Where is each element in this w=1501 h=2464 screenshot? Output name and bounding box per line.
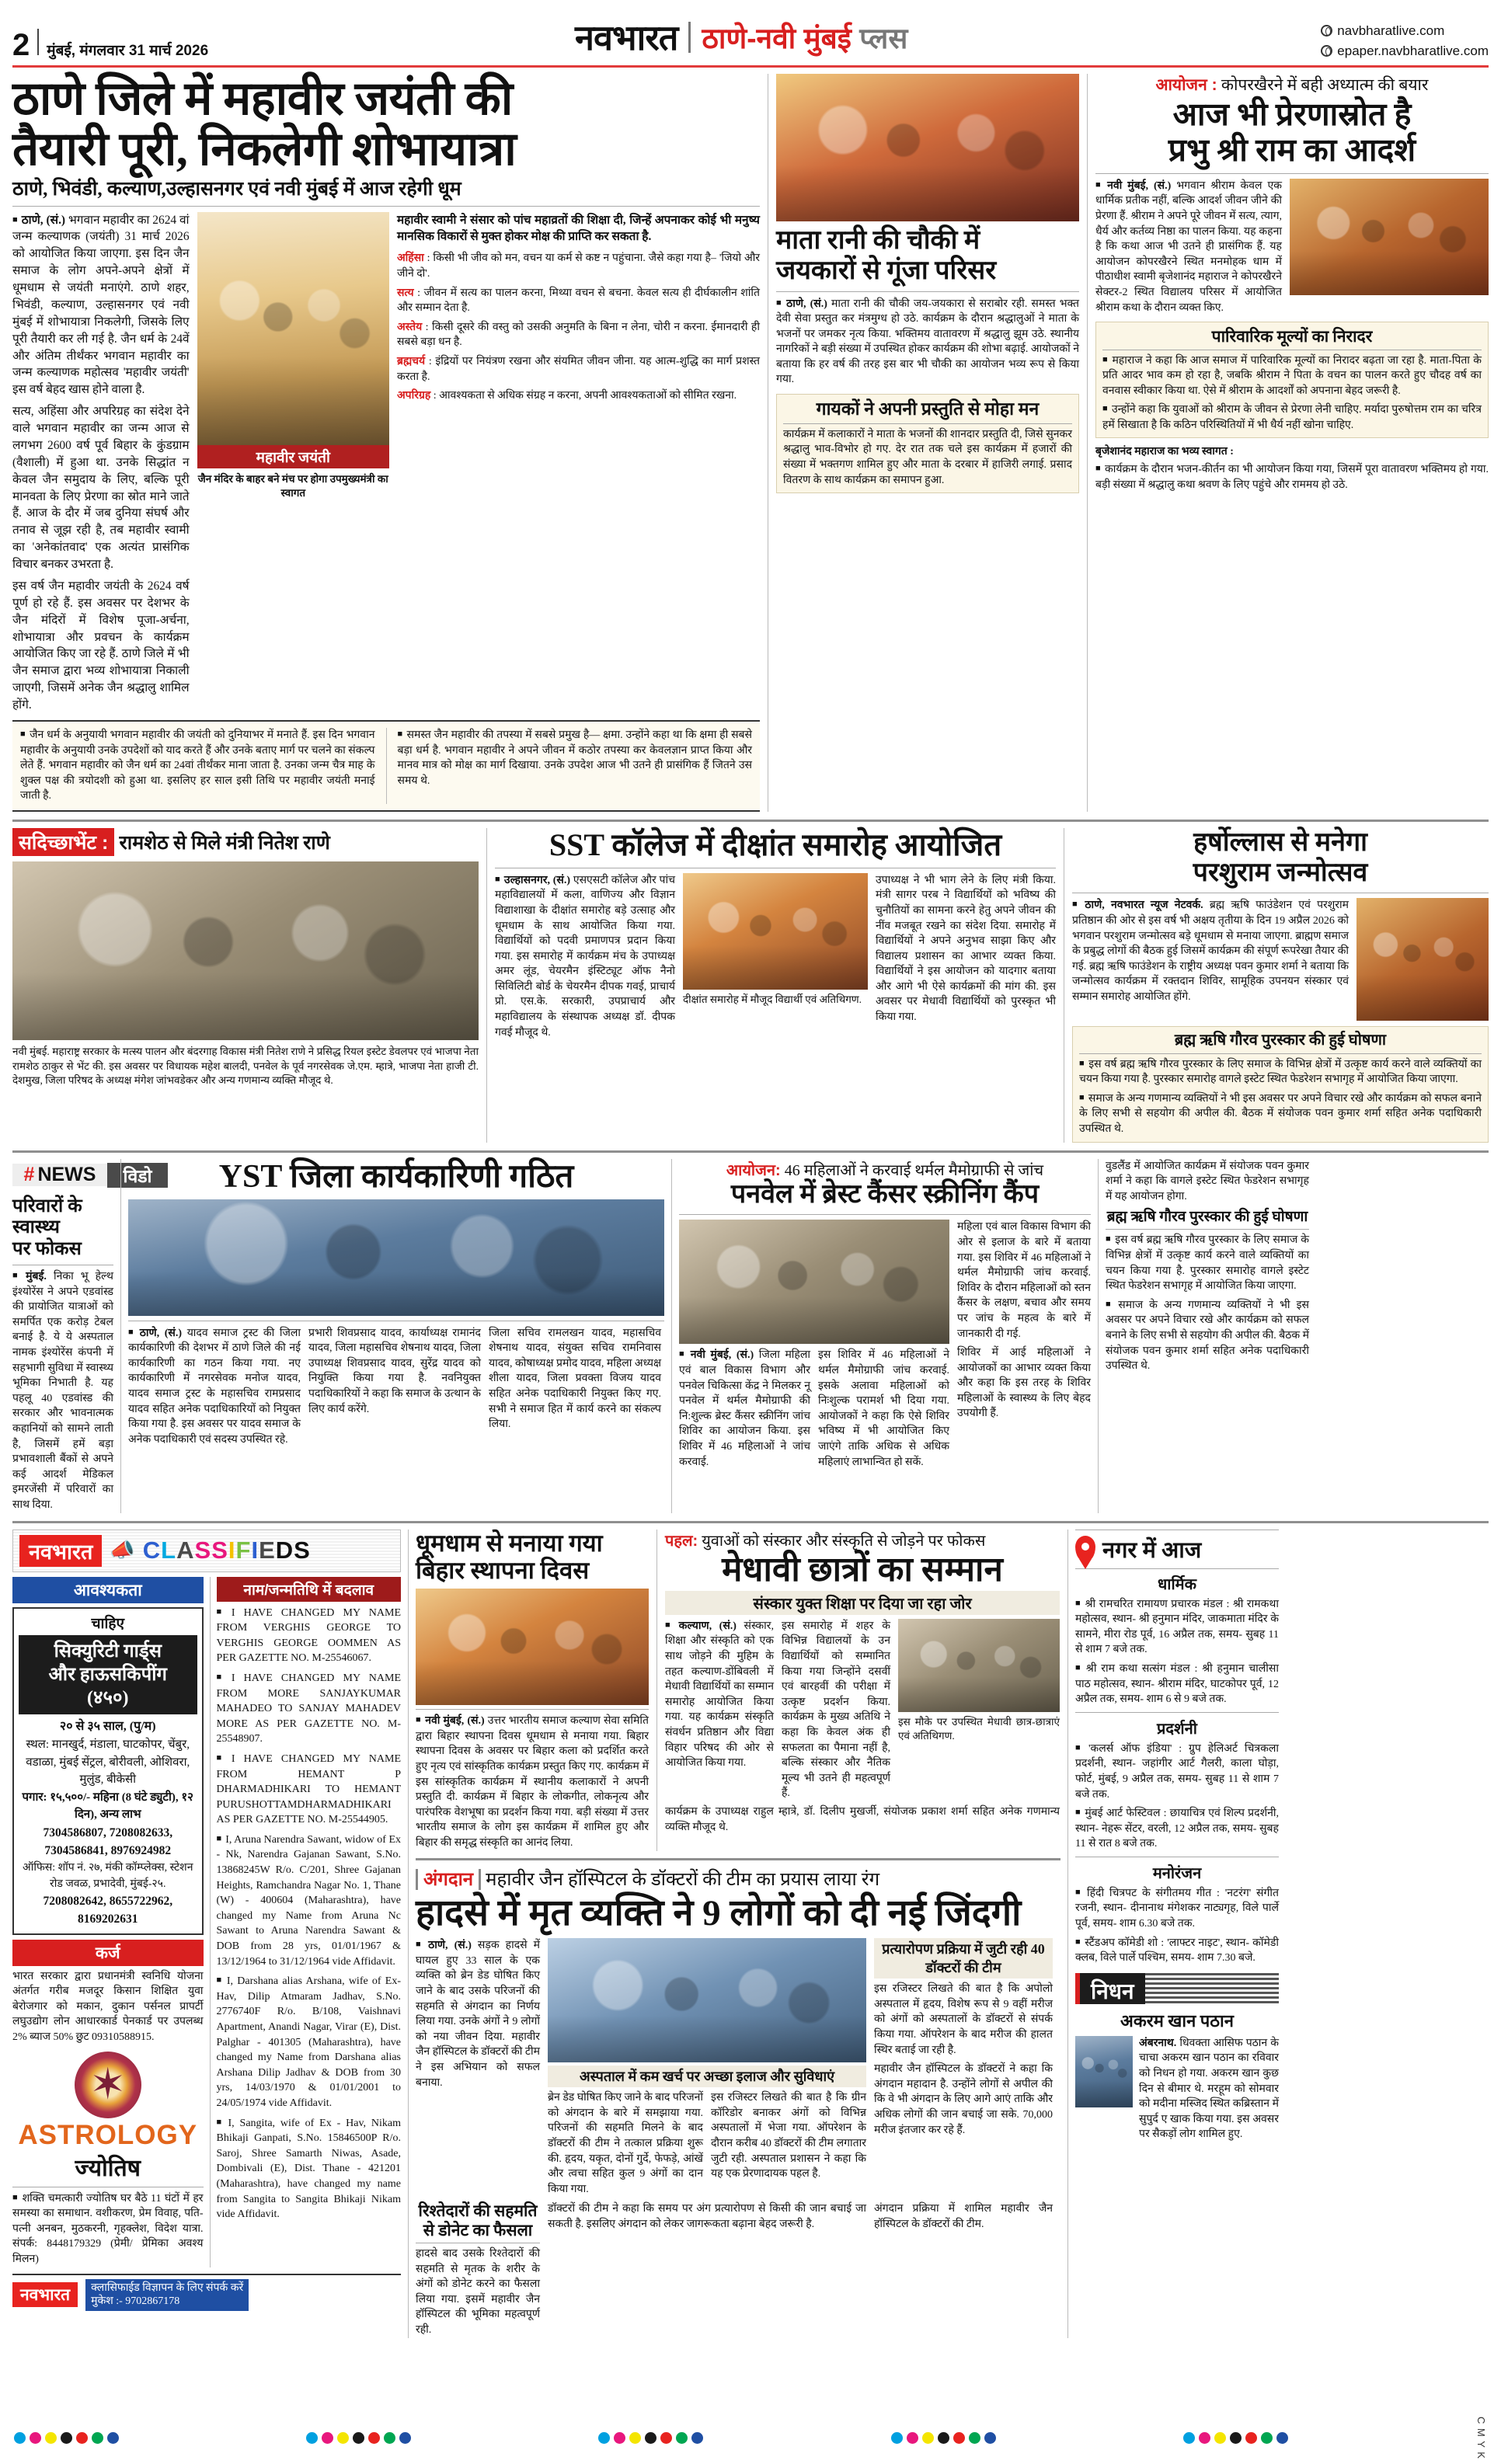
angdan-body-2: ब्रेन डेड घोषित किए जाने के बाद परिजनों को अंगदान के बारे में समझाया गया. परिजनों की सहमति मिलने के बाद डॉक्टरों की टीम ने तत्काल प्रक्रिया शुरू की. हृदय, यकृत, दोनों गुर्दे, फेफड़े, आंखें और त्वचा सहित कुल 9 अंगों का दान किया गया. xyxy=(548,2092,703,2195)
bihar-photo xyxy=(416,1589,649,1705)
bihar-story xyxy=(416,1530,649,1851)
lead-subhead: ठाणे, भिवंडी, कल्याण,उल्हासनगर एवं नवी मुंबई में आज रहेगी धूम xyxy=(12,178,461,200)
sst-col-3: उपाध्यक्ष ने भी भाग लेने के लिए मंत्री किया. मंत्री सागर परब ने विद्यार्थियों को भविष्य की चुनौतियों का सामना करने हेतु अपने जीवन की नींव मजबूत रखने का संदेश दिया. समारोह में विद्यार्थियों ने अपने अनुभव साझा किए और विद्यालय प्रशासन का आभार व्यक्त किया. विद्यार्थियों ने इस आयोजन को यादगार बताया और आगे भी ऐसे कार्यक्रमों की मांग की. इस अवसर पर मेधावी विद्यार्थियों को पुरस्कृत भी किया गया. xyxy=(876,874,1056,1024)
obituary-strip xyxy=(1145,1973,1279,2004)
health-dateline: मुंबई. xyxy=(26,1271,47,1283)
note-text-1: जीवन में सत्य का पालन करना, मिथ्या वचन से बचना. केवल सत्य ही दीर्घकालीन शांति और सम्मान देता है. xyxy=(396,287,760,315)
breast-kicker-tag: आयोजन: xyxy=(726,1161,781,1179)
angdan-headline: हादसे में मृत व्यक्ति ने 9 लोगों को दी नई जिंदगी xyxy=(416,1892,1022,1933)
astrology-star-icon xyxy=(75,2052,141,2118)
loan-text: भारत सरकार द्वारा प्रधानमंत्री स्वनिधि योजना अंतर्गत गरीब मजदूर किसान शिक्षित युवा बेरोजगार को मकान, दुकान पर्सनल प्रापर्टी लघुउद्योग लोन आधारकार्ड पेनकार्ड पर उपलब्ध 2% ब्याज 50% छुट 09310588915. xyxy=(12,1970,204,2043)
job-want-label: चाहिए xyxy=(91,1615,124,1632)
angdan-sub-headline: प्रत्यारोपण प्रक्रिया में जुटी रही 40 डॉक्टरों की टीम xyxy=(874,1938,1053,1979)
medhavi-body-row xyxy=(665,1619,1060,1801)
lead-divider xyxy=(12,206,760,207)
nagar-item-2-1: मुंबई आर्ट फेस्टिवल : छायाचित्र एवं शिल्प प्रदर्शनी, स्थान- नेहरू सेंटर, वरली, 12 अप्रैल तक, समय- सुबह 11 से रात 8 बजे तक. xyxy=(1075,1808,1279,1850)
lead-subnotes-box xyxy=(12,720,760,812)
angdan-col-1: ■ ठाणे, (सं.) सड़क हादसे में घायल हुए 33 साल के एक व्यक्ति को ब्रेन डेड घोषित किए जाने के बाद उसके परिजनों की सहमति से अंगदान का निर्णय लिया गया. उनके अंगों ने 9 लोगों को नया जीवन दिया. महावीर जैन हॉस्पिटल के डॉक्टरों की टीम ने इस अभियान को सफल बनाया. xyxy=(416,1938,540,2197)
ram-body: भगवान श्रीराम केवल एक धार्मिक प्रतीक नहीं, बल्कि आदर्श जीवन जीने की प्रेरणा हैं. श्रीराम ने अपने पूरे जीवन में सत्य, त्याग, धैर्य और कर्तव्य निष्ठा का पालन किया. यह कहना है कि कथा आज भी उतने ही प्रासंगिक हैं. यह आयोजन कोपरखैरने स्थित मनमोहक धाम में पीठाधीश स्वामी बृजेशानंद महाराज ने कोपरखैरने सेक्टर-2 स्थित विद्यालय परिसर में आयोजित श्रीराम कथा के दौरान व्यक्त किए. xyxy=(1095,179,1282,314)
lead-photo-col xyxy=(197,212,389,714)
lead-body-1: भगवान महावीर का 2624 वां जन्म कल्याणक (जयंती) 31 मार्च 2026 को आयोजित किया जाएगा. इस दिन जैन समाज के लोग अपने-अपने क्षेत्रों में धूमधाम से जयंती मनाएंगे. ठाणे शहर, भिवंडी, कल्याण, उल्हासनगर एवं नवी मुंबई में शोभायात्रा निकलेगी, जिसके लिए पूरी तैयारी कर ली गई है. जैन धर्म के 24वें और अंतिम तीर्थंकर भगवान महावीर का जन्म कल्याणक महोत्सव 'महावीर जयंती' इस वर्ष बेहद खास होने वाला है. xyxy=(12,213,190,397)
angdan-body-5: इस रजिस्टर लिखते की बात है कि अपोलो अस्पताल में हृदय, विशेष रूप से 9 वहीं मरीज को अंगों को अस्पतालों के डॉक्टरों से संपर्क किया गया. ऑपरेशन के बाद मरीज की हालत स्थिर बताई जा रही है. xyxy=(874,1983,1053,2056)
bihar-dateline: नवी मुंबई, (सं.) xyxy=(425,1715,485,1728)
sst-caption: दीक्षांत समारोह में मौजूद विद्यार्थी एवं अतिथिगण. xyxy=(683,993,862,1005)
job-address: ऑफिस: शॉप नं. २७, मंकी कॉम्प्लेक्स, स्टेशन रोड जवळ, प्रभादेवी, मुंबई-२५. xyxy=(23,1862,193,1891)
ram-body-row xyxy=(1095,179,1489,315)
nagar-section-3: मनोरंजन xyxy=(1152,1864,1202,1882)
cmyk-label: C M Y K xyxy=(1475,2417,1487,2459)
bihar-medhavi-row xyxy=(416,1530,1060,1851)
lead-headline-line2: तैयारी पूरी, निकलेगी शोभायात्रा xyxy=(12,123,517,175)
classifieds-footer xyxy=(12,2274,401,2311)
brand-divider xyxy=(688,22,691,53)
nagar-item-2-0: 'कलर्स ऑफ इंडिया' : ग्रुप हेलिअर्ट चित्रकला प्रदर्शनी, स्थान- जहांगीर आर्ट गैलरी, काला घोड़ा, फोर्ट, मुंबई, 9 अप्रैल तक, समय- सुबह 11 से शाम 7 बजे तक. xyxy=(1075,1742,1279,1801)
angdan-sub3-col xyxy=(416,2201,540,2337)
medhavi-photo xyxy=(898,1619,1060,1712)
nagar-item-3-0: हिंदी चित्रपट के संगीतमय गीत : 'नटरंग' संगीत रजनी, स्थान- दीनानाथ मंगेशकर नाट्यगृह, विले पार्ले पूर्व, समय- शाम 6.30 बजे तक. xyxy=(1075,1887,1279,1930)
mahavir-idol-photo xyxy=(197,212,389,445)
parshuram-body-row xyxy=(1072,898,1489,1021)
reg-dots-right xyxy=(1183,2432,1288,2444)
obituary-name: अकरम खान पठान xyxy=(1120,2010,1234,2031)
ram-kicker-text: कोपरखैरने में बही अध्यात्म की बयार xyxy=(1221,75,1429,94)
fourth-divider-2 xyxy=(1067,1530,1068,2338)
classifieds-columns xyxy=(12,1577,401,2267)
lead-notes-list: अहिंसा : किसी भी जीव को मन, वचन या कर्म से कष्ट न पहुंचाना. जैसे कहा गया है– 'जियो और जीने दो'. सत्य : जीवन में सत्य का पालन करना, मिथ्या वचन से बचना. केवल सत्य ही दीर्घकालीन शांति और सम्मान देता है. अस्तेय : किसी दूसरे की वस्तु को उसकी अनुमति के बिना न लेना, चोरी न करना. ईमानदारी ही सबसे बड़ा धन है. ब्रह्मचर्य : इंद्रियों पर नियंत्रण रखना और संयमित जीवन जीना. यह आत्म-शुद्धि का मार्ग प्रशस्त करता है. अपरिग्रह : आवश्यकता से अधिक संग्रह न करना, अपनी आवश्यकताओं को सीमित रखना. xyxy=(396,251,761,402)
classifieds-divider xyxy=(210,1577,211,2267)
ram-story xyxy=(1095,74,1489,812)
page-number: 2 xyxy=(12,28,30,62)
masthead-divider xyxy=(37,29,39,55)
angdan-body-4: इस रजिस्टर लिखते की बात है कि ग्रीन कॉरिडोर बनाकर अंगों को विभिन्न अस्पतालों में भेजा गया. ऑपरेशन के दौरान करीब 40 डॉक्टरों की टीम लगातार जुटी रही. अस्पताल प्रशासन ने कहा कि यह एक प्रेरणादायक पहल है. xyxy=(711,2092,866,2180)
section-rule-1 xyxy=(12,820,1489,822)
note-label-2: अस्तेय xyxy=(396,319,423,332)
mata-divider xyxy=(776,291,1079,292)
notice-3: I, Aruna Narendra Sawant, widow of Ex - Nk, Narendra Gajanan Sawant, S.No. 13868245W R/o. C/201, Shree Gajanan Heights, Ramchandra Nagar No. 1, Thane (W) - 400604 (Maharashtra), have changed my Name from Aruna Nc Sawant to Aruna Narendra Sawant & DOB from 28 yrs, 01/01/1967 & 13/12/1964 to 31/12/1964 vide Affidavit. xyxy=(216,1833,402,1968)
angdan-right-col xyxy=(874,1938,1053,2197)
job-phone-1[interactable]: 7304586807, 7208082633, xyxy=(43,1825,173,1839)
ram-dateline: नवी मुंबई, (सं.) xyxy=(1107,179,1172,192)
yst-body-row xyxy=(128,1326,664,1448)
breast-col-right: महिला एवं बाल विकास विभाग की ओर से इलाज के बारे में बताया गया. इस शिविर में 46 महिलाओं ने थर्मल मैमोग्राफी जांच करवाई. शिविर के दौरान महिलाओं को स्तन कैंसर के लक्षण, बचाव और समय पर जांच के महत्व के बारे में जानकारी दी गई. शिविर में आई महिलाओं ने आयोजकों का आभार व्यक्त किया और कहा कि इस तरह के शिविर महिलाओं के स्वास्थ्य के लिए बेहद उपयोगी हैं. xyxy=(957,1221,1091,1420)
ram-text-col xyxy=(1095,179,1282,315)
notice-4: I, Darshana alias Arshana, wife of Ex-Hav, Dilip Atmaram Jadhav, S.No. 2776740F R/o. B/108, Vaishnavi Apartment, Anandi Nagar, Virar (E), Dist. Palghar - 401305 (Maharashtra), have changed my Name from Darshana alias Arshana Dilip Jadhav & DOB from 30 yrs, 14/03/1970 & 01/01/2001 to 24/05/1974 vide Affidavit. xyxy=(216,1975,402,2109)
notice-1: I HAVE CHANGED MY NAME FROM MORE SANJAYKUMAR MAHADEO TO SANJAY MAHADEV MORE AS PER GAZETTE NO. M-25548907. xyxy=(216,1672,402,1745)
lead-subnote-0: जैन धर्म के अनुयायी भगवान महावीर की जयंती को दुनियाभर में मनाते हैं. इस दिन भगवान महावीर के अनुयायी उनके उपदेशों को याद करते हैं और उनके बताए मार्ग पर चलने का संकल्प लेते हैं. भगवान महावीर को जैन धर्म का 24वां तीर्थंकर माना जाता है. उनका जन्म चैत्र माह के शुक्ल पक्ष की त्रयोदशी को हुआ था. इसलिए हर साल इसी तिथि पर महावीर जयंती मनाई जाती है. xyxy=(20,729,375,802)
classifieds-contact[interactable]: क्लासिफाईड विज्ञापन के लिए संपर्क करें मुकेश :- 9702867178 xyxy=(85,2279,249,2311)
medhavi-caption: इस मौके पर उपस्थित मेधावी छात्र-छात्राएं एवं अतिथिगण. xyxy=(898,1715,1060,1742)
job-title: सिक्युरिटी गार्ड्स और हाऊसकिपींग (४५०) xyxy=(19,1635,197,1714)
ram-bullet-heading: बृजेशानंद महाराज का भव्य स्वागत : xyxy=(1095,446,1234,458)
mata-headline-line1: माता रानी की चौकी में xyxy=(775,226,980,255)
masthead-left xyxy=(12,29,208,61)
job-ad[interactable] xyxy=(12,1607,204,1935)
health-headline-line1: परिवारों के स्वास्थ्य xyxy=(12,1195,82,1238)
obituary-header xyxy=(1075,1973,1279,2004)
masthead-rule xyxy=(12,65,1489,68)
obituary-body xyxy=(1075,2036,1279,2142)
bihar-headline-line1: धूमधाम से मनाया गया xyxy=(416,1529,603,1557)
breast-dateline: नवी मुंबई, (सं.) xyxy=(690,1349,754,1362)
masthead xyxy=(12,11,1489,61)
nagar-header xyxy=(1075,1534,1279,1564)
section-rule-3 xyxy=(12,1521,1489,1523)
nagar-section-1: धार्मिक xyxy=(1158,1575,1196,1593)
fourth-divider-1 xyxy=(408,1530,409,2338)
lead-body-2: सत्य, अहिंसा और अपरिग्रह का संदेश देने वाले भगवान महावीर का जन्म आज से लगभग 2600 वर्ष पूर्व बिहार के कुंडग्राम (वैशाली) में हुआ था. उनके सिद्धांत न केवल जैन समुदाय के लिए, बल्कि पूरी मानवता के लिए प्रेरणा का स्रोत माने जाते हैं. आज के दौर में जब दुनिया संघर्ष और तनाव से जूझ रही है, तब महावीर स्वामी का 'अनेकांतवाद' एक अत्यंत प्रासंगिक विचार बनकर उभरता है. xyxy=(12,405,190,572)
breast-headline: पनवेल में ब्रेस्ट कैंसर स्क्रीनिंग कैंप xyxy=(730,1179,1040,1209)
mata-sub-headline: गायकों ने अपनी प्रस्तुति से मोहा मन xyxy=(816,399,1040,419)
second-divider-1 xyxy=(486,828,487,1143)
nagar-title: नगर में आज xyxy=(1102,1537,1202,1563)
angdan-sub3: रिश्तेदारों की सहमति से डोनेट का फैसला xyxy=(418,2201,538,2240)
job-phone-3[interactable]: 7208082642, 8655722962, xyxy=(43,1895,173,1909)
angdan-header xyxy=(416,1866,1060,1892)
note-label-3: ब्रह्मचर्य xyxy=(396,353,426,367)
medhavi-kicker-text: युवाओं को संस्कार और संस्कृति से जोड़ने पर फोकस xyxy=(702,1532,986,1550)
lead-note-heading: महावीर स्वामी ने संसार को पांच महाव्रतों की शिक्षा दी, जिन्हें अपनाकर कोई भी मनुष्य मानसिक विकारों से मुक्त होकर मोक्ष की प्राप्ति कर सकता है. xyxy=(396,213,760,244)
sst-dateline: उल्हासनगर, (सं.) xyxy=(503,874,571,886)
angdan-bottom-row xyxy=(416,2201,1060,2337)
bihar-divider xyxy=(656,1530,657,1851)
lead-subnote-1: समस्त जैन महावीर की तपस्या में सबसे प्रमुख है— क्षमा. उन्होंने कहा था कि क्षमा ही सबसे बड़ा धर्म है. भगवान महावीर ने अपने जीवन में कठोर तपस्या कर केवलज्ञान प्राप्त किया और मानव मात्र को मोक्ष का मार्ग दिखाया. उनके उपदेश आज भी उतने ही प्रासंगिक हैं जितने उस समय थे. xyxy=(397,729,752,787)
note-label-1: सत्य xyxy=(396,285,414,298)
sadichha-photo xyxy=(12,861,479,1040)
angdan-body-3: हादसे बाद उसके रिश्तेदारों की सहमति से मृतक के शरीर के अंगों को डोनेट करने का फैसला लिया गया. इसमें महावीर जैन हॉस्पिटल की भूमिका महत्वपूर्ण रही. xyxy=(416,2248,540,2337)
edition-plus: प्लस xyxy=(859,23,908,54)
classifieds-col2-head: नाम/जन्मतिथि में बदलाव xyxy=(217,1577,402,1602)
note-label-4: अपरिग्रह xyxy=(396,388,431,402)
job-places: स्थल: मानखुर्द, मंडाला, घाटकोपर, चेंबुर, वडाळा, मुंबई सेंट्रल, बोरीवली, ओशिवरा, मुलुंड, बीकेसी xyxy=(26,1738,190,1787)
subnote-divider xyxy=(386,728,387,804)
classifieds-header xyxy=(12,1530,401,1572)
section-rule-2 xyxy=(12,1150,1489,1153)
note-text-3: इंद्रियों पर नियंत्रण रखना और संयमित जीवन जीना. यह आत्म-शुद्धि का मार्ग प्रशस्त करता है. xyxy=(396,355,761,383)
breast-kicker-text: 46 महिलाओं ने करवाई थर्मल मैमोग्राफी से जांच xyxy=(784,1161,1044,1179)
medhavi-col-1: ■ कल्याण, (सं.) संस्कार, शिक्षा और संस्कृति को एक साथ जोड़ने की मुहिम के तहत कल्याण-डोंबिवली में मेधावी विद्यार्थियों का सम्मान समारोह आयोजित किया गया. यह कार्यक्रम संस्कृति संवर्धन प्रतिष्ठान और विद्या विहार परिषद की ओर से आयोजित किया गया. xyxy=(665,1619,774,1801)
parshuram-dateline: ठाणे, नवभारत न्यूज नेटवर्क. xyxy=(1085,900,1203,912)
name-change-notices xyxy=(217,1606,402,2227)
video-label[interactable]: विडो xyxy=(107,1163,168,1188)
bihar-headline-line2: बिहार स्थापना दिवस xyxy=(416,1556,590,1584)
sst-story xyxy=(495,828,1056,1143)
parshuram-headline-line2: परशुराम जन्मोत्सव xyxy=(1193,858,1368,887)
third-section xyxy=(12,1159,1489,1513)
classifieds-col-1 xyxy=(12,1577,204,2267)
nagar-item-3-1: स्टैंडअप कॉमेडी शो : 'लाफ्टर नाइट', स्थान- कॉमेडी क्लब, विले पार्ले पश्चिम, समय- शाम 7.30 बजे. xyxy=(1075,1937,1279,1965)
brahmrishi-headline: ब्रह्म ऋषि गौरव पुरस्कार की हुई घोषणा xyxy=(1106,1209,1308,1226)
health-headline-line2: पर फोकस xyxy=(12,1239,82,1260)
photo-label: महावीर जयंती xyxy=(197,445,389,468)
lead-col-1 xyxy=(12,212,190,714)
website-main[interactable]: navbharatlive.com xyxy=(1321,21,1489,41)
masthead-websites xyxy=(1321,21,1489,61)
ram-bullet-0: महाराज ने कहा कि आज समाज में पारिवारिक मूल्यों का निरादर बढ़ता जा रहा है. माता-पिता के प्रति आदर भाव कम हो रहा है, जबकि श्रीराम ने पिता के वचन का पालन करते हुए चौदह वर्ष का वनवास स्वीकार किया था. ऐसे में श्रीराम के आदर्शों को अपनाना बेहद जरूरी है. xyxy=(1102,354,1482,397)
astrology-ad[interactable] xyxy=(12,2050,204,2183)
notice-2: I HAVE CHANGED MY NAME FROM HEMANT P DHARMADHIKARI TO HEMANT PURUSHOTTAMDHARMADHIKARI AS PER GAZETTE NO. M-25544905. xyxy=(216,1752,402,1826)
parshuram-photo xyxy=(1356,898,1489,1021)
ram-kicker xyxy=(1095,74,1489,96)
ram-headline-line2: प्रभु श्री राम का आदर्श xyxy=(1168,131,1416,168)
reg-dots-left xyxy=(14,2432,119,2444)
note-label-0: अहिंसा xyxy=(396,251,424,264)
obituary-portrait xyxy=(1075,2036,1133,2107)
masthead-dateline: मुंबई, मंगलवार 31 मार्च 2026 xyxy=(47,43,209,59)
sadichha-caption: नवी मुंबई. महाराष्ट्र सरकार के मत्स्य पालन और बंदरगाह विकास मंत्री नितेश राणे ने प्रसिद्ध रियल इस्टेट डेवलपर एवं भाजपा नेता रामशेठ ठाकुर से भेंट की. इस अवसर पर विधायक महेश बालदी, पनवेल के पूर्व नगरसेवक जे.एम. म्हात्रे, भाजपा नेता हाजी टी. देशमुख, जिला परिषद के अध्यक्ष मंगेश जांभवडेकर और अन्य गणमान्य व्यक्ति मौजूद थे. xyxy=(12,1045,479,1087)
third-divider-2 xyxy=(671,1159,672,1513)
ram-subbox-2 xyxy=(1095,444,1489,492)
angdan-tag: अंगदान xyxy=(416,1869,481,1890)
medhavi-dateline: कल्याण, (सं.) xyxy=(678,1620,737,1632)
mata-dateline: ठाणे, (सं.) xyxy=(786,298,827,310)
yst-col-3: जिला सचिव रामलखन यादव, महासचिव शेषनाथ यादव, संयुक्त सचिव रामनिवास यादव, कोषाध्यक्ष प्रमोद यादव, महिला अध्यक्ष शीला यादव, जिला प्रवक्ता विजय यादव सहित अनेक पदाधिकारी नियुक्त किए गए. सभी ने समाज हित में कार्य करने का संकल्प लिया. xyxy=(489,1327,662,1431)
job-age: २० से ३५ साल, (पु/म) xyxy=(59,1720,156,1734)
angdan-body-row xyxy=(416,1938,1060,2197)
ram-photo-col xyxy=(1290,179,1489,315)
sadichha-header xyxy=(12,828,479,856)
medhavi-kicker xyxy=(665,1530,1060,1550)
medhavi-photo-col xyxy=(898,1619,1060,1801)
registration-bar xyxy=(0,2417,1501,2459)
note-text-2: किसी दूसरे की वस्तु को उसकी अनुमति के बिना न लेना, चोरी न करना. ईमानदारी ही सबसे बड़ा धन है. xyxy=(396,321,760,349)
note-text-0: किसी भी जीव को मन, वचन या कर्म से कष्ट न पहुंचाना. जैसे कहा गया है– 'जियो और जीने दो'. xyxy=(396,252,761,280)
top-divider-2 xyxy=(1087,74,1088,812)
classifieds-block xyxy=(12,1530,401,2338)
lead-dateline: ठाणे, (सं.) xyxy=(21,213,66,227)
angdan-body-6: महावीर जैन हॉस्पिटल के डॉक्टरों ने कहा कि अंगदान महादान है. उन्होंने लोगों से अपील की कि वे भी अंगदान के लिए आगे आएं ताकि और अधिक लोगों की जान बचाई जा सके. 70,000 मरीज इंतजार कर रहे हैं. xyxy=(874,2063,1053,2136)
lead-notes-col xyxy=(397,212,760,714)
ram-subbox xyxy=(1095,322,1489,438)
angdan-body-7: डॉक्टरों की टीम ने कहा कि समय पर अंग प्रत्यारोपण से किसी की जान बचाई जा सकती है. इसलिए अंगदान को लेकर जागरूकता बढ़ाना बेहद जरूरी है. xyxy=(548,2203,866,2230)
sst-body-1: एसएसटी कॉलेज और पांच महाविद्यालयों में कला, वाणिज्य और विज्ञान विद्याशाखा के दीक्षांत समारोह बड़े उत्साह और धूमधाम के साथ आयोजित किया गया. विद्यार्थियों को पदवी प्रमाणपत्र प्रदान किया गया. इस समारोह में कार्यक्रम मंच के उपाध्यक्ष अमर लूंड, चेयरमैन इंस्टिट्यूट ऑफ नैनो सिविलिटी बोर्ड के चेयरमैन दीपक गवई, प्राचार्य प्रो. एस.के. सरकारी, उपप्राचार्य और महाविद्यालय के संस्थापक अध्यक्ष डॉ. दीपक गवई मौजूद थे. xyxy=(495,874,675,1039)
globe-icon xyxy=(1321,25,1332,37)
breast-camp-photo xyxy=(679,1220,949,1344)
job-phone-4[interactable]: 8169202631 xyxy=(78,1912,138,1926)
sst-col-1 xyxy=(495,873,675,1041)
parshuram-bullet-1: समाज के अन्य गणमान्य व्यक्तियों ने भी इस अवसर पर अपने विचार रखे और कार्यक्रम को सफल बनाने के लिए सभी से सहयोग की अपील की. बैठक में संयोजक पवन कुमार शर्मा सहित अनेक पदाधिकारी उपस्थित थे. xyxy=(1079,1092,1482,1135)
brahmrishi-intro: वुडलैंड में आयोजित कार्यक्रम में संयोजक पवन कुमार शर्मा ने कहा कि वागले इस्टेट स्थित फेडरेशन सभागृह में यह आयोजन होगा. xyxy=(1106,1160,1309,1202)
yst-col-2: प्रभारी शिवप्रसाद यादव, कार्याध्यक्ष रामानंद यादव, जिला महासचिव शेषनाथ यादव, जिला उपाध्यक्ष शिवप्रसाद यादव, सुरेंद्र यादव को नियुक्ति किया गया है. नवनियुक्त पदाधिकारियों ने कहा कि समाज के उत्थान के लिए कार्य करेंगे. xyxy=(308,1327,481,1415)
health-story xyxy=(12,1159,152,1513)
parshuram-photo-col xyxy=(1356,898,1489,1021)
yst-photo xyxy=(128,1199,664,1316)
job-salary: पगार: १५,५००/- महिना (8 घंटे ड्युटी), १२ दिन), अन्य लाभ xyxy=(22,1791,193,1822)
nagar-item-1-0: श्री रामचरित रामायण प्रचारक मंडल : श्री रामकथा महोत्सव, स्थान- श्री हनुमान मंदिर, जाकमाता मंदिर के सामने, मीरा रोड पूर्व, 16 अप्रैल तक, समय- सुबह 11 से शाम 7 बजे तक. xyxy=(1075,1598,1279,1656)
reg-dots-center-left xyxy=(306,2432,411,2444)
bottom-middle xyxy=(416,1530,1060,2338)
nagar-sidebar xyxy=(1075,1530,1279,2338)
angdan-caption: अंगदान प्रक्रिया में शामिल महावीर जैन हॉस्पिटल के डॉक्टरों की टीम. xyxy=(874,2203,1053,2230)
parshuram-headline-line1: हर्षोल्लास से मनेगा xyxy=(1193,827,1367,857)
angdan-story xyxy=(416,1866,1060,2338)
classifieds-col1-head: आवश्यकता xyxy=(12,1577,204,1603)
angdan-sub2: अस्पताल में कम खर्च पर अच्छा इलाज और सुविधाएं xyxy=(548,2066,866,2087)
notice-0: I HAVE CHANGED MY NAME FROM VERGHIS GEORGE TO VERGHIS GEORGE OOMMEN AS PER GAZETTE NO. M-25546067. xyxy=(216,1606,402,1665)
mata-sub-body: कार्यक्रम में कलाकारों ने माता के भजनों की शानदार प्रस्तुति दी, जिसे सुनकर श्रद्धालु भाव-विभोर हो गए. देर रात तक चले इस कार्यक्रम में हजारों की संख्या में भक्तगण शामिल हुए और माता के दरबार में हाजिरी लगाई. प्रसाद वितरण के साथ कार्यक्रम का समापन हुआ. xyxy=(782,428,1073,486)
parshuram-subbox xyxy=(1072,1026,1489,1142)
classifieds-brand: नवभारत xyxy=(19,1535,102,1567)
medhavi-headline: मेधावी छात्रों का सम्मान xyxy=(722,1550,1003,1589)
sst-body-row xyxy=(495,873,1056,1041)
note-text-4: आवश्यकता से अधिक संग्रह न करना, अपनी आवश्यकताओं को सीमित रखना. xyxy=(439,390,737,402)
bihar-body: उत्तर भारतीय समाज कल्याण सेवा समिति द्वारा बिहार स्थापना दिवस धूमधाम से मनाया गया. बिहार स्थापना दिवस के अवसर पर बिहार कला को प्रदर्शित करते हुए नृत्य एवं सांस्कृतिक कार्यक्रम प्रस्तुत किए गए. कार्यक्रम में इस सांस्कृतिक कार्यक्रम में स्थानीय कलाकारों ने अपनी प्रस्तुति दी. कार्यक्रम में बिहार के लोकगीत, लोकनृत्य और पारंपरिक वेशभूषा का प्रदर्शन किया गया. बड़ी संख्या में उत्तर भारतीय समाज के लोग इस कार्यक्रम में शामिल हुए और बिहार की समृद्ध संस्कृति का आनंद लिया. xyxy=(416,1715,649,1849)
parshuram-text xyxy=(1072,898,1349,1021)
classifieds-wordmark: CLASSIFIEDS xyxy=(142,1537,311,1564)
ram-katha-photo xyxy=(1290,179,1489,295)
classifieds-footer-brand: नवभारत xyxy=(12,2282,78,2307)
location-pin-icon xyxy=(1075,1536,1095,1562)
obituary-dateline: अंबरनाथ. xyxy=(1139,2037,1177,2049)
megaphone-icon: 📣 xyxy=(110,1539,135,1562)
brand-logo: नवभारत xyxy=(575,18,678,57)
angdan-kicker: महावीर जैन हॉस्पिटल के डॉक्टरों की टीम का प्रयास लाया रंग xyxy=(486,1869,880,1890)
breast-body-row xyxy=(679,1220,1091,1470)
yst-story xyxy=(128,1159,664,1513)
parshuram-sub-headline: ब्रह्म ऋषि गौरव पुरस्कार की हुई घोषणा xyxy=(1174,1032,1387,1049)
astrology-hi-label: ज्योतिष xyxy=(75,2155,141,2181)
medhavi-kicker-tag: पहल: xyxy=(665,1532,698,1550)
mata-story xyxy=(776,74,1079,812)
ram-bullet2-0: कार्यक्रम के दौरान भजन-कीर्तन का भी आयोजन किया गया, जिसमें पूरा वातावरण भक्तिमय हो गया. बड़ी संख्या में श्रद्धालु कथा श्रवण के लिए पहुंचे और राममय हो उठे. xyxy=(1095,464,1489,491)
medhavi-story xyxy=(665,1530,1060,1851)
ram-kicker-tag: आयोजन : xyxy=(1155,76,1217,94)
breast-photo-col: ■ नवी मुंबई, (सं.) जिला महिला एवं बाल विकास विभाग और पनवेल चिकित्सा केंद्र ने मिलकर नू पनवेल में थर्मल मैमोग्राफी की नि:शुल्क ब्रेस्ट कैंसर स्क्रीनिंग जांच शिविर का आयोजन किया. इस शिविर में 46 महिलाओं ने जांच करवाई. इस शिविर में 46 महिलाओं ने थर्मल मैमोग्राफी जांच करवाई. इसके अलावा महिलाओं को निःशुल्क परामर्श भी दिया गया. आयोजकों ने कहा कि ऐसे शिविर भविष्य में भी आयोजित किए जाएंगे ताकि अधिक से अधिक महिलाएं लाभान्वित हो सकें. xyxy=(679,1220,949,1470)
sadichha-story xyxy=(12,828,479,1143)
top-section xyxy=(12,74,1489,812)
yst-headline: YST जिला कार्यकारिणी गठित xyxy=(218,1158,574,1195)
mata-subbox xyxy=(776,394,1079,493)
angdan-center-col xyxy=(548,1938,866,2197)
medhavi-col-2: इस समारोह में शहर के विभिन्न विद्यालयों के उन विद्यार्थियों को सम्मानित किया गया जिन्होंने दसवीं एवं बारहवीं की परीक्षा में उत्कृष्ट प्रदर्शन किया. कार्यक्रम के मुख्य अतिथि ने कहा कि केवल अंक ही सफलता का पैमाना नहीं है, बल्कि संस्कार और नैतिक मूल्य भी उतने ही महत्वपूर्ण हैं. xyxy=(782,1620,890,1800)
sadichha-title: रामशेठ से मिले मंत्री नितेश राणे xyxy=(119,832,330,854)
third-divider-3 xyxy=(1098,1159,1099,1513)
angdan-rule xyxy=(416,1858,1060,1860)
reg-dots-center-right xyxy=(891,2432,996,2444)
mata-chowki-photo xyxy=(776,74,1079,221)
sst-headline: SST कॉलेज में दीक्षांत समारोह आयोजित xyxy=(549,827,1002,862)
breast-story xyxy=(679,1159,1091,1513)
sadichha-tag: सदिच्छाभेंट : xyxy=(12,828,114,856)
ram-divider xyxy=(1095,173,1489,174)
medhavi-sub-headline: संस्कार युक्त शिक्षा पर दिया जा रहा जोर xyxy=(665,1591,1060,1615)
notice-5: I, Sangita, wife of Ex - Hav, Nikam Bhikaji Ganpati, S.No. 15846500P R/o. Saroj, Shree Samarth Niwas, Asade, Dombivali (E), Dist. Thane - 421201 (Maharashtra), have changed my name from Sangita to Sangita Bhikaji Nikam vide Affidavit. xyxy=(216,2117,402,2221)
lead-story xyxy=(12,74,760,812)
breast-kicker xyxy=(679,1159,1091,1180)
yst-dateline: ठाणे, (सं.) xyxy=(139,1327,183,1339)
lead-body-row xyxy=(12,212,760,714)
nagar-item-1-1: श्री राम कथा सत्संग मंडल : श्री हनुमान चालीसा पाठ महोत्सव, स्थान- श्रीराम मंदिर, घाटकोपर पूर्व, 12 अप्रैल तक, समय- शाम 6 से 9 बजे तक. xyxy=(1075,1662,1279,1706)
sst-convocation-photo xyxy=(683,873,868,990)
obituary-text: धिवक्ता आसिफ पठान के चाचा अकरम खान पठान का रविवार को निधन हो गया. अकरम खान कुछ दिन से बीमार थे. मरहूम को सोमवार को मदीना मस्जिद स्थित कब्रिस्तान में सुपुर्द ए खाक किया गया. इस अवसर पर सैकड़ों लोग शामिल हुए. xyxy=(1139,2037,1279,2141)
parshuram-story xyxy=(1072,828,1489,1143)
lead-body-3: इस वर्ष जैन महावीर जयंती के 2624 वर्ष पूर्ण हो रहे हैं. इस अवसर पर देशभर के जैन मंदिरों में विशेष पूजा-अर्चना, शोभायात्रा और प्रवचन के कार्यक्रम आयोजित किए जा रहे हैं. ठाणे जिले में भी जैन समाज द्वारा भव्य शोभायात्रा निकाली जाएगी, जिसमें अनेक जैन श्रद्धालु शामिल होंगे. xyxy=(12,579,190,712)
news-label: # NEWS xyxy=(12,1164,107,1186)
astrology-text: ■ शक्ति चमत्कारी ज्योतिष घर बैठे 11 घंटों में हर समस्या का समाधान. वशीकरण, प्रेम विवाह, पति-पत्नी अनबन, मुठकरनी, गृहक्लेश, विदेश यात्रा. संपर्क: 8448179329 (प्रेमी/ प्रेमिका अवश्य मिलन) xyxy=(12,2191,204,2267)
health-body: निका भू हेल्थ इंश्योरेंस ने अपने एडवांस्ड की प्रायोजित यात्राओं को समर्पित एक करोड़ टेबल बनाई है. ये ये अस्पताल नामक इंश्योरेंस कंपनी में सहभागी सुविधा में स्वास्थ्य भूमिका निभाती है. यह पहलू 40 एडवांस्ड की सरकार और भावनात्मक कहानियों को सामने लाती है, जिसमें हमें बड़ा प्रभावशाली बैंकों से अपने कई आदर्श मेडिकल इमरजेंसी में परिवारों का साथ दिया. xyxy=(12,1271,113,1511)
classifieds-col-2 xyxy=(217,1577,402,2267)
globe-icon xyxy=(1321,45,1332,57)
second-section xyxy=(12,828,1489,1143)
parshuram-bullet-0: इस वर्ष ब्रह्म ऋषि गौरव पुरस्कार के लिए समाज के विभिन्न क्षेत्रों में उत्कृष्ट कार्य करने वाले व्यक्तियों का चयन किया गया है. पुरस्कार समारोह वागले इस्टेट स्थित फेडरेशन सभागृह में आयोजित किया जाएगा. xyxy=(1079,1058,1482,1086)
reg-dots-center xyxy=(598,2432,703,2444)
hash-icon: # xyxy=(23,1164,35,1186)
lead-photo-caption: जैन मंदिर के बाहर बने मंच पर होगा उपमुख्यमंत्री का स्वागत xyxy=(197,472,388,499)
ram-headline-line1: आज भी प्रेरणास्रोत है xyxy=(1172,96,1412,132)
lead-headline-line1: ठाणे जिले में महावीर जयंती की xyxy=(12,73,513,124)
yst-col-1: ■ ठाणे, (सं.) यादव समाज ट्रस्ट की जिला कार्यकारिणी की देशभर में ठाणे जिले की नई कार्यकारिणी का गठन किया गया. नए कार्यकारिणी में नगरसेवक मनोज यादव, यादव समाज ट्रस्ट के महासचिव रामप्रसाद यादव सहित अनेक पदाधिकारियों को नियुक्त किया गया है. इस अवसर पर यादव समाज के अनेक पदाधिकारी एवं सदस्य उपस्थित रहे. xyxy=(128,1326,301,1448)
nagar-section-2: प्रदर्शनी xyxy=(1157,1720,1197,1738)
parshuram-body: ब्रह्म ऋषि फाउंडेशन एवं परशुराम प्रतिष्ठान की ओर से इस वर्ष भी अक्षय तृतीया के दिन 19 अप्रैल 2026 को भगवान परशुराम जन्मोत्सव बड़े धूमधाम से मनाया जाएगा. ब्राह्मण समाज के प्रबुद्ध लोगों की बैठक हुई जिसमें कार्यक्रम की संपूर्ण रूपरेखा तैयार की गई. ब्रह्म ऋषि फाउंडेशन के राष्ट्रीय अध्यक्ष पवन कुमार शर्मा ने बताया कि जन्मोत्सव कार्यक्रम में रक्तदान शिविर, सामूहिक उपनयन संस्कार एवं सम्मान समारोह आयोजित होंगे. xyxy=(1072,900,1349,1003)
ram-bullet-1: उन्होंने कहा कि युवाओं को श्रीराम के जीवन से प्रेरणा लेनी चाहिए. मर्यादा पुरुषोत्तम राम का चरित्र हमें सिखाता है कि कठिन परिस्थितियों में भी धैर्य नहीं खोना चाहिए. xyxy=(1102,404,1482,431)
job-phone-2[interactable]: 7304586841, 8976924982 xyxy=(44,1843,172,1857)
loan-head: कर्ज xyxy=(12,1940,204,1966)
medhavi-body-3: कार्यक्रम के उपाध्यक्ष राहुल म्हात्रे, डॉ. दिलीप मुखर्जी, संयोजक प्रकाश शर्मा सहित अनेक गणमान्य व्यक्ति मौजूद थे. xyxy=(665,1805,1060,1833)
brahmrishi-block: वुडलैंड में आयोजित कार्यक्रम में संयोजक पवन कुमार शर्मा ने कहा कि वागले इस्टेट स्थित फेडरेशन सभागृह में यह आयोजन होगा. ब्रह्म ऋषि गौरव पुरस्कार की हुई घोषणा ■ इस वर्ष ब्रह्म ऋषि गौरव पुरस्कार के लिए समाज के विभिन्न क्षेत्रों में उत्कृष्ट कार्य करने वाले व्यक्तियों का चयन किया गया है. पुरस्कार समारोह वागले इस्टेट स्थित फेडरेशन सभागृह में आयोजित किया जाएगा. ■ समाज के अन्य गणमान्य व्यक्तियों ने भी इस अवसर पर अपने विचार रखे और कार्यक्रम को सफल बनाने के लिए सभी से सहयोग की अपील की. बैठक में संयोजक पवन कुमार शर्मा सहित अनेक पदाधिकारी उपस्थित थे. xyxy=(1106,1159,1309,1513)
masthead-brand-block xyxy=(575,13,907,61)
angdan-dateline: ठाणे, (सं.) xyxy=(428,1940,472,1952)
website-epaper[interactable]: epaper.navbharatlive.com xyxy=(1321,41,1489,61)
sst-photo-col xyxy=(683,873,868,1041)
mata-body: माता रानी की चौकी जय-जयकारा से सराबोर रही. समस्त भक्त देवी सेवा प्रस्तुत कर मंत्रमुग्ध हो उठे. कार्यक्रम के दौरान श्रद्धालुओं ने माता के भजनों पर जमकर नृत्य किया. भक्तिमय वातावरण में श्रद्धालु झूम उठे. स्थानीय नागरिकों ने बड़ी संख्या में उपस्थित होकर कार्यक्रम की शोभा बढ़ाई. आयोजकों ने बताया कि हर वर्ष की तरह इस बार भी चौकी का आयोजन भव्य रूप से किया गया. xyxy=(775,298,1080,386)
mata-headline-line2: जयकारों से गूंजा परिसर xyxy=(775,256,997,285)
obituary-title: निधन xyxy=(1080,1973,1145,2004)
angdan-doctors-photo xyxy=(548,1938,866,2062)
ram-sub-headline: पारिवारिक मूल्यों का निरादर xyxy=(1211,327,1373,346)
astrology-en-label: ASTROLOGY xyxy=(18,2119,198,2150)
edition-name: ठाणे-नवी मुंबई प्लस xyxy=(702,23,908,54)
fourth-section xyxy=(12,1530,1489,2338)
third-divider-1 xyxy=(120,1159,121,1513)
